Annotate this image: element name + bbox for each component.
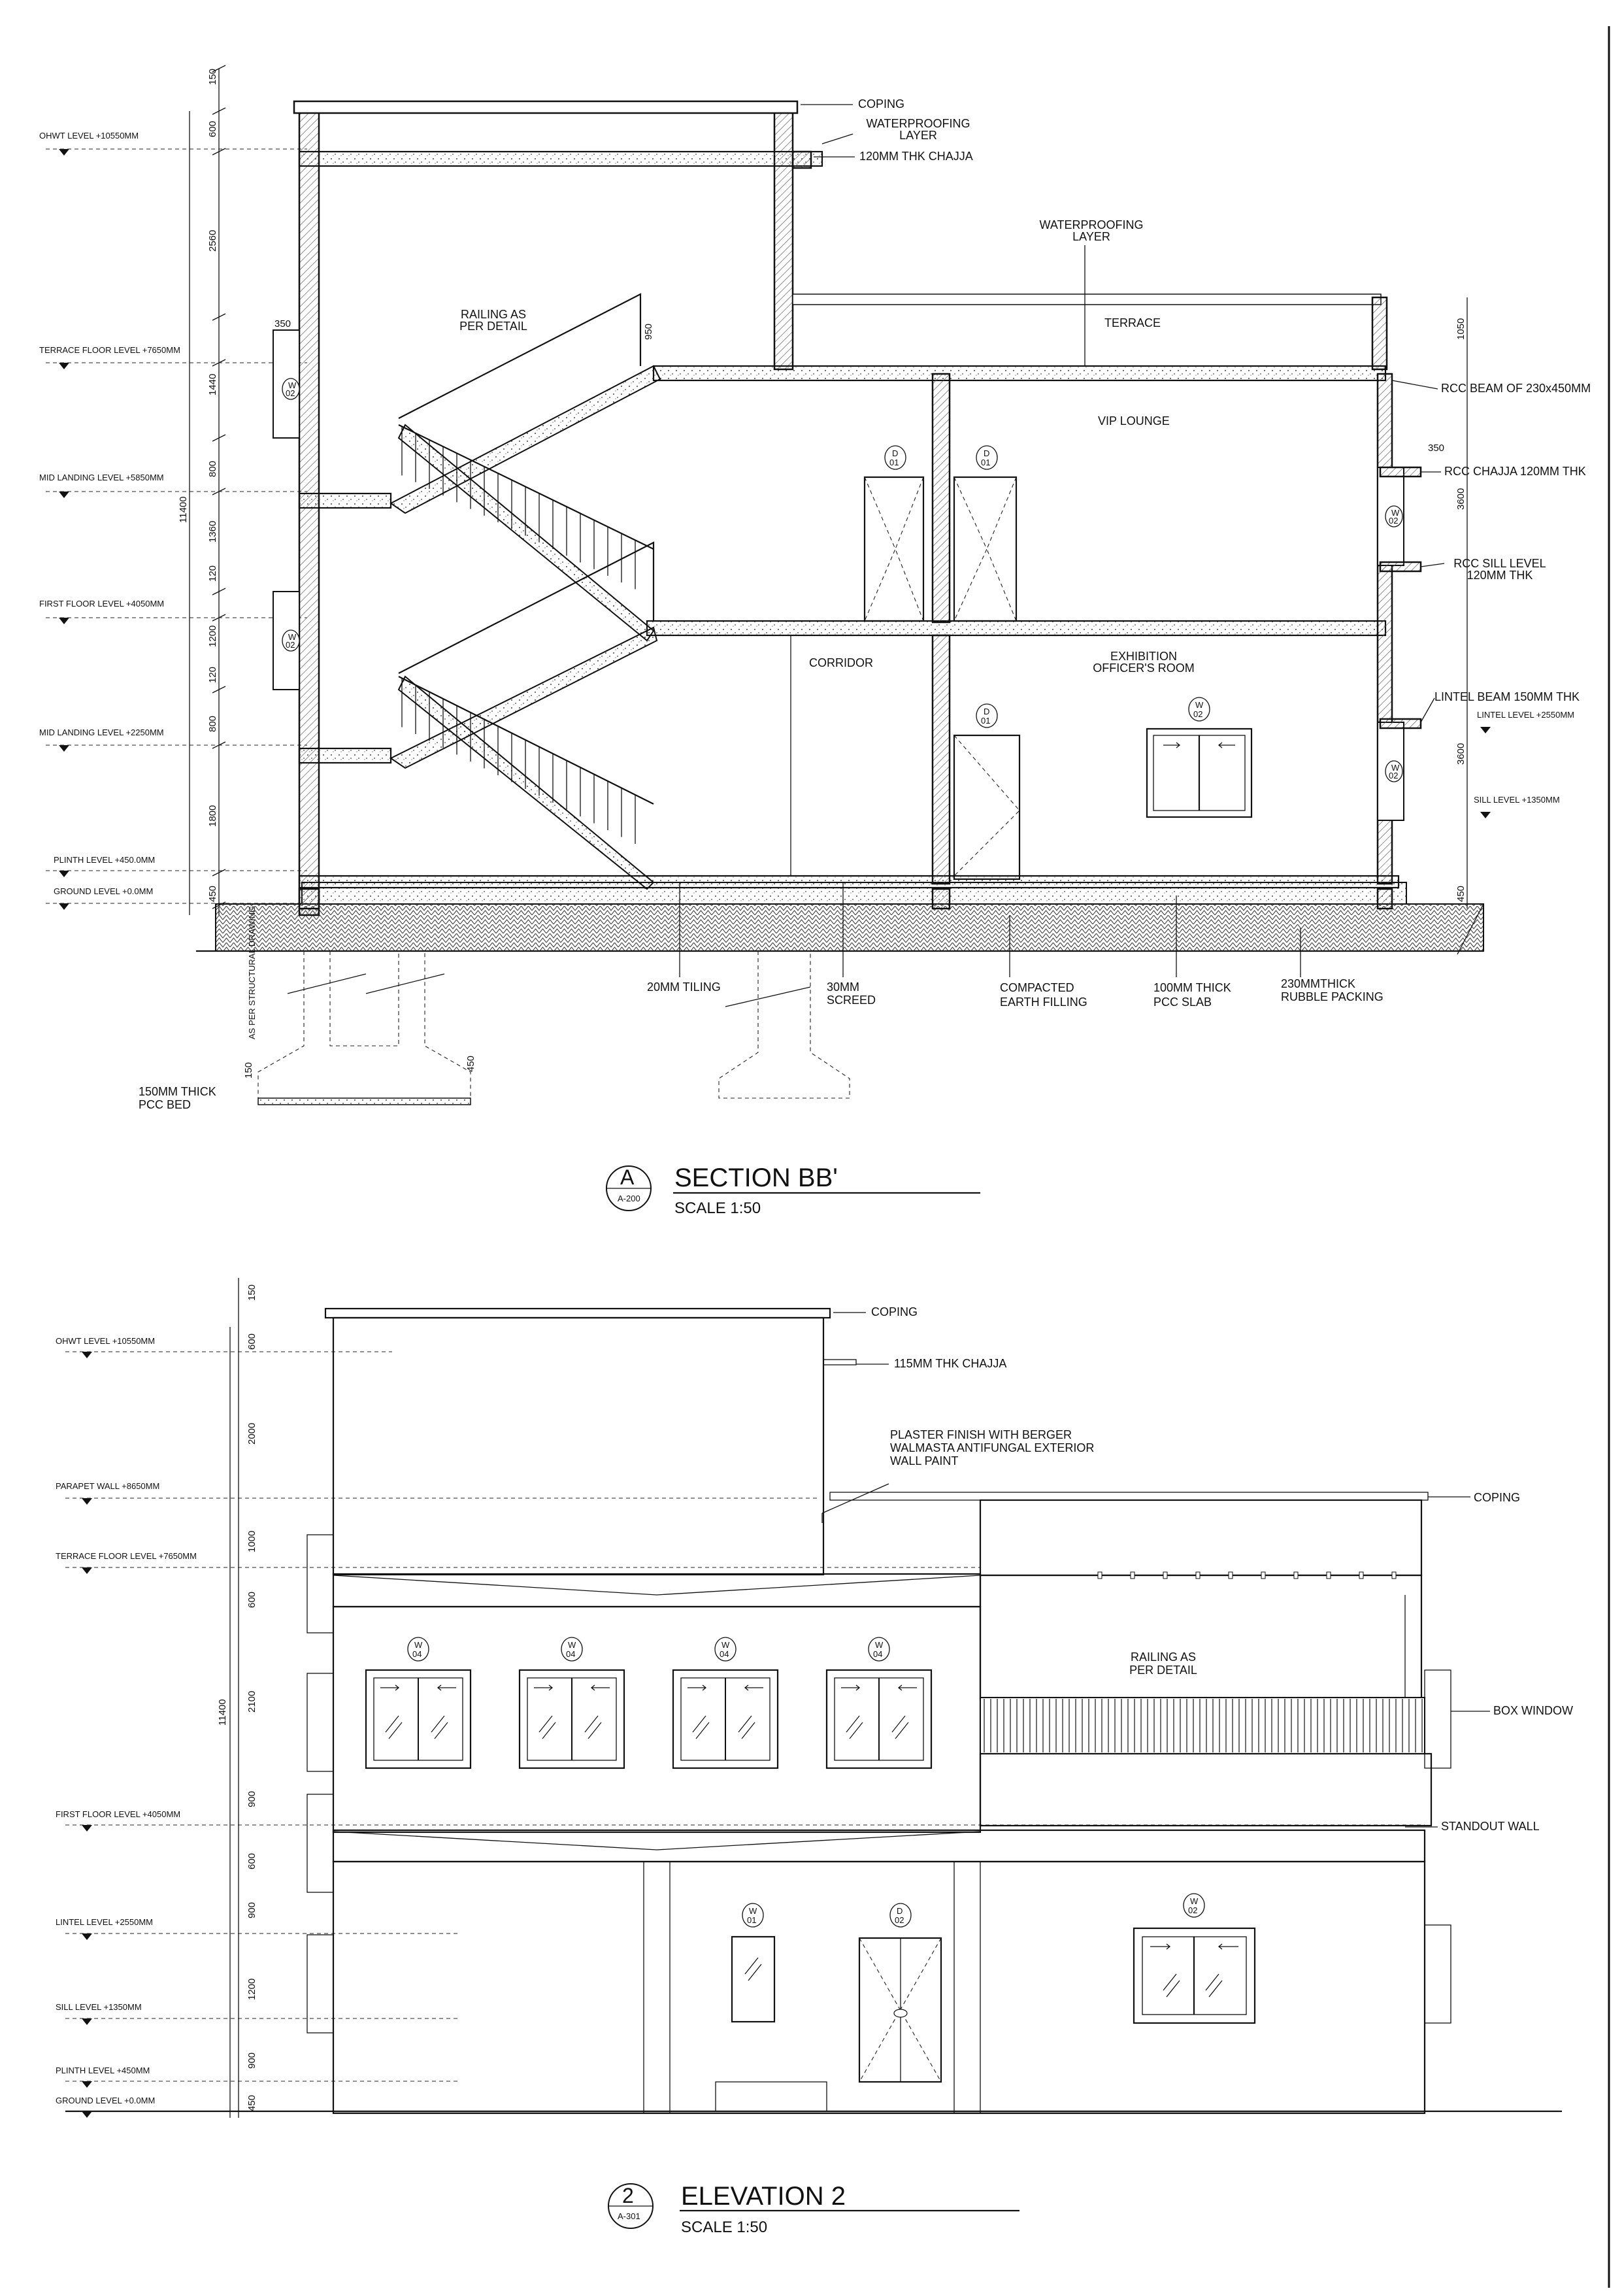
label-screed: 30MM SCREED: [827, 980, 876, 1007]
tag-w02-stair-upper: [282, 378, 299, 399]
label-rcc-sill: RCC SILL LEVEL 120MM THK: [1453, 558, 1546, 582]
staircase: [391, 294, 660, 889]
window-w01: [732, 1903, 774, 2022]
dim-120: 120: [207, 565, 218, 582]
edim-900: 900: [246, 1790, 257, 1807]
label-rubble: 230MMTHICK RUBBLE PACKING: [1281, 977, 1384, 1003]
svg-text:MID LANDING LEVEL +2250MM: MID LANDING LEVEL +2250MM: [39, 728, 164, 737]
dim-800b: 800: [207, 715, 218, 732]
svg-text:MID LANDING LEVEL +5850MM: MID LANDING LEVEL +5850MM: [39, 473, 164, 482]
window-w04: [366, 1637, 471, 1768]
svg-text:W: W: [1195, 700, 1204, 710]
dim-2560: 2560: [207, 229, 218, 252]
section-level-markers: [39, 131, 307, 910]
window-w04: [827, 1637, 931, 1768]
coping-top: [294, 101, 797, 113]
window-w02: [1134, 1894, 1255, 2023]
rcc-chajja: [1380, 467, 1421, 477]
svg-text:02: 02: [1389, 771, 1399, 780]
svg-text:02: 02: [1193, 709, 1203, 719]
dim-1440: 1440: [207, 373, 218, 395]
total-height: 11400: [178, 496, 189, 523]
label-exhibition: EXHIBITION OFFICER'S ROOM: [1093, 650, 1195, 675]
label-lintel-beam: LINTEL BEAM 150MM THK: [1434, 690, 1580, 703]
svg-text:W: W: [288, 380, 297, 390]
mid-landing-2: [299, 494, 391, 508]
elev-label-standout: STANDOUT WALL: [1441, 1820, 1540, 1833]
door-vip-1: [865, 446, 923, 621]
elev-parapet: [980, 1500, 1421, 1575]
elevation-2: [56, 1278, 1573, 2236]
svg-text:TERRACE FLOOR LEVEL +7650MM: TERRACE FLOOR LEVEL +7650MM: [56, 1551, 197, 1561]
ground-column-2: [954, 1862, 980, 2113]
svg-text:TERRACE FLOOR LEVEL +7650MM: TERRACE FLOOR LEVEL +7650MM: [39, 345, 180, 355]
upper-band: [333, 1574, 980, 1607]
svg-text:GROUND LEVEL +0.0MM: GROUND LEVEL +0.0MM: [56, 2096, 156, 2105]
label-vip-lounge: VIP LOUNGE: [1098, 414, 1170, 427]
edim-600b: 600: [246, 1591, 257, 1608]
elevation-title-block: [608, 2182, 1019, 2236]
edim-1000: 1000: [246, 1530, 257, 1552]
label-pcc-slab: 100MM THICK PCC SLAB: [1153, 981, 1231, 1009]
elevation-title: ELEVATION 2: [681, 2182, 846, 2211]
svg-text:02: 02: [286, 640, 295, 650]
elev-label-coping: COPING: [871, 1305, 918, 1318]
ground-band: [333, 1830, 1425, 1862]
level-plinth: [46, 855, 307, 877]
mid-landing-1: [299, 748, 391, 763]
level-mid-landing-2: [39, 473, 307, 498]
dim-450b: 450: [465, 1055, 476, 1072]
label-waterproofing-2: WATERPROOFING LAYER: [1039, 219, 1144, 243]
svg-text:LINTEL LEVEL +2550MM: LINTEL LEVEL +2550MM: [56, 1917, 153, 1927]
elev-level-ground: [56, 2096, 1562, 2118]
label-chajja: 120MM THK CHAJJA: [859, 150, 973, 163]
tag-w02-stair-lower: [282, 630, 299, 651]
edim-600c: 600: [246, 1852, 257, 1869]
svg-text:PARAPET WALL +8650MM: PARAPET WALL +8650MM: [56, 1481, 160, 1491]
elev-level-lintel: [56, 1917, 457, 1940]
edim-600: 600: [246, 1333, 257, 1350]
dim-1200: 1200: [207, 625, 218, 647]
label-lintel-level: LINTEL LEVEL +2550MM: [1477, 710, 1574, 720]
stair-tower-wall: [774, 108, 793, 369]
rdim-3600a: 3600: [1455, 488, 1467, 510]
footing-left: [258, 951, 471, 1105]
svg-text:OHWT LEVEL +10550MM: OHWT LEVEL +10550MM: [56, 1336, 156, 1346]
label-waterproofing: WATERPROOFING LAYER: [866, 118, 970, 142]
terrace-slab: [654, 366, 1385, 380]
svg-text:W: W: [288, 632, 297, 642]
label-compacted: COMPACTED EARTH FILLING: [1000, 981, 1087, 1009]
svg-text:02: 02: [1389, 516, 1399, 526]
label-railing: RAILING AS PER DETAIL: [459, 309, 527, 333]
section-marker-letter: A: [620, 1165, 635, 1189]
svg-text:D: D: [984, 707, 990, 716]
elevation-scale: SCALE 1:50: [681, 2218, 768, 2236]
dim-120b: 120: [207, 666, 218, 683]
dim-800: 800: [207, 460, 218, 477]
dim-1360: 1360: [207, 520, 218, 543]
edim-900b: 900: [246, 1901, 257, 1918]
svg-text:01: 01: [981, 716, 991, 726]
window-w04: [520, 1637, 624, 1768]
terrace-parapet: [1372, 297, 1387, 369]
dim-950: 950: [643, 323, 654, 340]
ground-column: [644, 1862, 670, 2113]
ohwt-tower: [333, 1318, 823, 1575]
svg-text:01: 01: [981, 458, 991, 467]
tag-w02-right-upper: [1385, 506, 1402, 527]
elev-label-chajja: 115MM THK CHAJJA: [894, 1357, 1007, 1370]
svg-text:D: D: [984, 448, 990, 458]
w04-tag-letter: W: [568, 1640, 576, 1650]
elevation-marker-ref: A-301: [618, 2211, 640, 2221]
elev-level-terrace: [56, 1551, 980, 1574]
rdim-1050: 1050: [1455, 318, 1467, 340]
edim-450: 450: [246, 2094, 257, 2111]
w04-tag-letter: W: [875, 1640, 884, 1650]
w04-tag-letter: W: [414, 1640, 423, 1650]
w04-tag-number: 04: [873, 1649, 883, 1659]
label-tiling: 20MM TILING: [647, 980, 721, 994]
svg-text:02: 02: [286, 388, 295, 398]
left-wall: [299, 108, 319, 915]
elev-label-railing: RAILING AS PER DETAIL: [1129, 1650, 1197, 1677]
balcony-railing: [980, 1698, 1425, 1754]
svg-text:FIRST FLOOR LEVEL +4050MM: FIRST FLOOR LEVEL +4050MM: [39, 599, 165, 609]
section-marker-ref: A-200: [618, 1194, 640, 1203]
svg-text:PLINTH LEVEL +450.0MM: PLINTH LEVEL +450.0MM: [54, 855, 156, 865]
rcc-sill: [1380, 562, 1421, 571]
edim-1200: 1200: [246, 1978, 257, 2000]
dim-450: 450: [207, 885, 218, 902]
w04-tag-number: 04: [566, 1649, 576, 1659]
label-corridor: CORRIDOR: [809, 656, 873, 669]
ground-floor-wall: [333, 1862, 1425, 2113]
svg-text:FIRST FLOOR LEVEL +4050MM: FIRST FLOOR LEVEL +4050MM: [56, 1809, 181, 1819]
edim-900c: 900: [246, 2052, 257, 2069]
footing-right: [719, 951, 850, 1098]
svg-text:W: W: [749, 1906, 757, 1916]
standout-wall-band: [980, 1754, 1431, 1826]
svg-text:01: 01: [747, 1915, 757, 1925]
w04-tag-number: 04: [412, 1649, 422, 1659]
svg-text:GROUND LEVEL +0.0MM: GROUND LEVEL +0.0MM: [54, 886, 154, 896]
terrace-parapet-coping: [793, 294, 1381, 305]
svg-text:02: 02: [1188, 1905, 1198, 1915]
dim-150: 150: [207, 68, 218, 85]
section-title-block: [606, 1163, 980, 1217]
label-pcc-bed: 150MM THICK PCC BED: [139, 1085, 216, 1111]
svg-text:D: D: [897, 1906, 903, 1916]
section-dimension-chain: [190, 65, 225, 915]
plinth-slab: [299, 876, 1399, 888]
edim-2000: 2000: [246, 1422, 257, 1445]
label-rcc-chajja: RCC CHAJJA 120MM THK: [1444, 465, 1586, 478]
svg-text:SILL LEVEL +1350MM: SILL LEVEL +1350MM: [56, 2002, 142, 2012]
rdim-450: 450: [1455, 885, 1467, 902]
ohwt-slab: [299, 152, 822, 166]
level-first-floor: [39, 599, 307, 624]
elev-label-box-window: BOX WINDOW: [1493, 1704, 1573, 1717]
edim-2100: 2100: [246, 1690, 257, 1713]
internal-wall-upper: [933, 374, 950, 622]
elev-level-first-floor: [56, 1809, 1425, 1832]
dim-350: 350: [274, 318, 291, 329]
section-bb: [39, 65, 1591, 1217]
svg-text:02: 02: [895, 1915, 904, 1925]
rdim-350: 350: [1428, 443, 1445, 454]
elev-level-sill: [56, 2002, 457, 2025]
w04-tag-letter: W: [721, 1640, 730, 1650]
dim-1800: 1800: [207, 805, 218, 827]
section-title: SECTION BB': [674, 1163, 838, 1192]
svg-text:D: D: [892, 448, 899, 458]
level-ohwt: [39, 131, 307, 156]
svg-text:W: W: [1190, 1896, 1199, 1906]
svg-text:01: 01: [889, 458, 899, 467]
elev-coping-top: [325, 1309, 830, 1318]
elev-total-height: 11400: [217, 1699, 228, 1726]
level-mid-landing-1: [39, 728, 307, 752]
tag-w02-right-lower: [1385, 761, 1402, 782]
elevation-marker-number: 2: [622, 2184, 634, 2207]
elev-level-ohwt: [56, 1336, 392, 1358]
label-rcc-beam: RCC BEAM OF 230x450MM: [1441, 382, 1591, 395]
rdim-3600b: 3600: [1455, 743, 1467, 765]
earth-filling: [216, 904, 1483, 951]
door-vip-2: [954, 446, 1016, 621]
label-terrace: TERRACE: [1104, 316, 1161, 329]
door-exhibition: [954, 704, 1019, 879]
dim-600: 600: [207, 120, 218, 137]
window-w04: [673, 1637, 778, 1768]
svg-text:W: W: [1391, 508, 1400, 518]
exhibition-window: [1147, 697, 1251, 817]
w04-tag-number: 04: [720, 1649, 729, 1659]
label-sill-level: SILL LEVEL +1350MM: [1474, 795, 1560, 805]
first-floor-slab: [647, 621, 1385, 635]
svg-text:OHWT LEVEL +10550MM: OHWT LEVEL +10550MM: [39, 131, 139, 141]
entrance-steps: [716, 2082, 827, 2111]
edim-150: 150: [246, 1284, 257, 1301]
section-scale: SCALE 1:50: [674, 1199, 761, 1217]
label-structural: AS PER STRUCTURAL DRAWING: [247, 905, 257, 1039]
label-coping: COPING: [858, 97, 905, 110]
elev-label-plaster: PLASTER FINISH WITH BERGER WALMASTA ANTIFUNGAL EXTERIOR WALL PAINT: [890, 1428, 1095, 1467]
elev-label-coping-2: COPING: [1474, 1491, 1521, 1504]
dim-150b: 150: [243, 1062, 254, 1079]
level-terrace: [39, 345, 307, 369]
svg-text:PLINTH LEVEL +450MM: PLINTH LEVEL +450MM: [56, 2066, 150, 2075]
lintel-beam: [1380, 719, 1421, 728]
svg-text:W: W: [1391, 763, 1400, 773]
elev-level-parapet: [56, 1481, 817, 1505]
internal-wall-lower: [933, 635, 950, 884]
door-d02: [859, 1903, 941, 2082]
